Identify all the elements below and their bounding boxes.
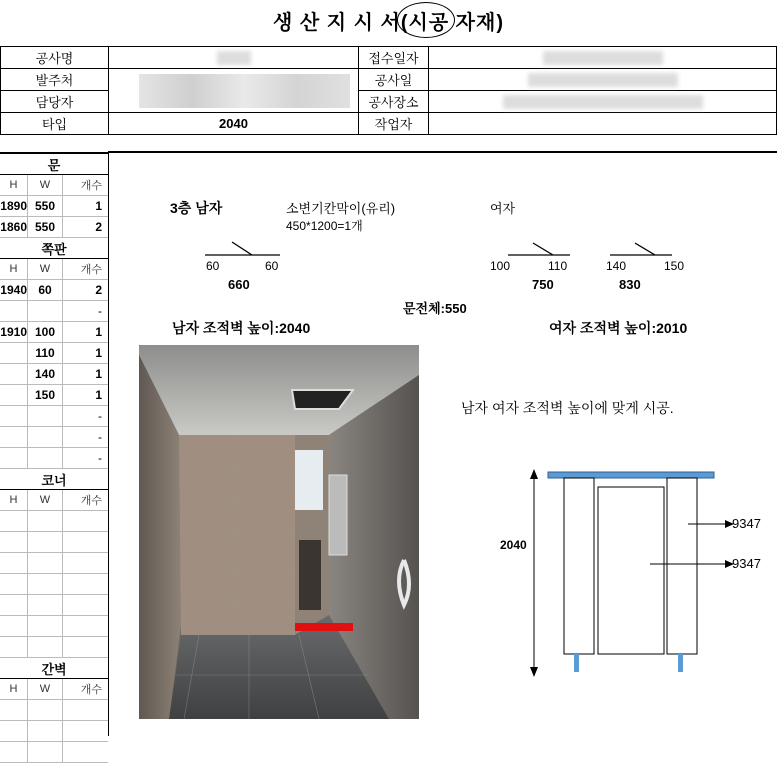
section-title-side: 쪽판 (0, 238, 108, 259)
men-total: 660 (228, 277, 250, 292)
table-cell: 150 (28, 385, 63, 405)
table-cell: - (98, 430, 102, 444)
women-dim-b-left: 140 (606, 259, 627, 273)
table-cell (28, 742, 63, 762)
women-dim-a-left: 100 (490, 259, 511, 273)
women-total-a: 750 (532, 277, 554, 292)
header-cell: 개수 (80, 264, 102, 276)
table-cell: - (98, 409, 102, 423)
table-cell: 1940 (0, 280, 28, 300)
table-cell: 2 (95, 220, 102, 234)
women-total-b: 830 (619, 277, 641, 292)
men-dim-right: 60 (265, 259, 279, 273)
header-cell: 개수 (80, 180, 102, 192)
men-dim-left: 60 (206, 259, 220, 273)
table-cell: 1 (95, 199, 102, 213)
section-title-corner: 코너 (0, 469, 108, 490)
partition-diagram (520, 465, 777, 680)
header-cell: H (0, 175, 28, 195)
table-cell: 100 (28, 322, 63, 342)
site-label: 공사장소 (359, 91, 429, 113)
project-name-label: 공사명 (1, 47, 109, 69)
type-label: 타입 (1, 113, 109, 135)
table-cell (63, 742, 108, 762)
female-label: 여자 (490, 201, 516, 216)
manager-label: 담당자 (1, 91, 109, 113)
table-cell: - (98, 304, 102, 318)
header-cell: W (28, 490, 63, 510)
diagram-height-label: 2040 (500, 538, 527, 552)
table-cell: 1 (95, 367, 102, 381)
table-cell: 1 (95, 325, 102, 339)
women-wall-height: 여자 조적벽 높이:2010 (549, 320, 688, 336)
received-date-label: 접수일자 (359, 47, 429, 69)
site-photo (139, 345, 419, 719)
table-cell: 550 (28, 196, 63, 216)
table-row (0, 742, 108, 763)
table-cell (0, 742, 28, 762)
table-cell: 550 (28, 217, 63, 237)
header-cell: H (0, 490, 28, 510)
work-date-label: 공사일 (359, 69, 429, 91)
type-value: 2040 (109, 113, 359, 135)
women-dim-b-right: 150 (664, 259, 685, 273)
table-cell: 60 (28, 280, 63, 300)
instruction-note: 남자 여자 조적벽 높이에 맞게 시공. (461, 400, 674, 416)
urinal-spec: 450*1200=1개 (286, 219, 363, 233)
header-cell: H (0, 259, 28, 279)
table-cell: 1890 (0, 196, 28, 216)
header-cell: 개수 (80, 684, 102, 696)
table-cell: 110 (28, 343, 63, 363)
door-body: 문전체:550 (403, 301, 467, 316)
floor-label: 3층 남자 (170, 200, 223, 216)
section-title-door: 문 (0, 154, 108, 175)
urinal-label: 소변기칸막이(유리) (286, 201, 396, 216)
women-dim-a-right: 110 (548, 259, 568, 273)
header-cell: W (28, 679, 63, 699)
document-title: 생 산 지 시 서(시공 자재) (273, 12, 504, 34)
table-cell: 140 (28, 364, 63, 384)
header-cell: W (28, 259, 63, 279)
client-label: 발주처 (1, 69, 109, 91)
table-cell: 1 (95, 388, 102, 402)
section-title-partition: 간벽 (0, 658, 108, 679)
table-cell: 1 (95, 346, 102, 360)
table-cell: 2 (95, 283, 102, 297)
table-cell: 1860 (0, 217, 28, 237)
diagram-color-b: 9347 (732, 556, 761, 571)
header-cell: H (0, 679, 28, 699)
header-cell: 개수 (80, 495, 102, 507)
diagram-color-a: 9347 (732, 516, 761, 531)
worker-label: 작업자 (359, 113, 429, 135)
header-cell: W (28, 175, 63, 195)
table-cell: 1910 (0, 322, 28, 342)
table-cell: - (98, 451, 102, 465)
men-wall-height: 남자 조적벽 높이:2040 (172, 320, 311, 336)
